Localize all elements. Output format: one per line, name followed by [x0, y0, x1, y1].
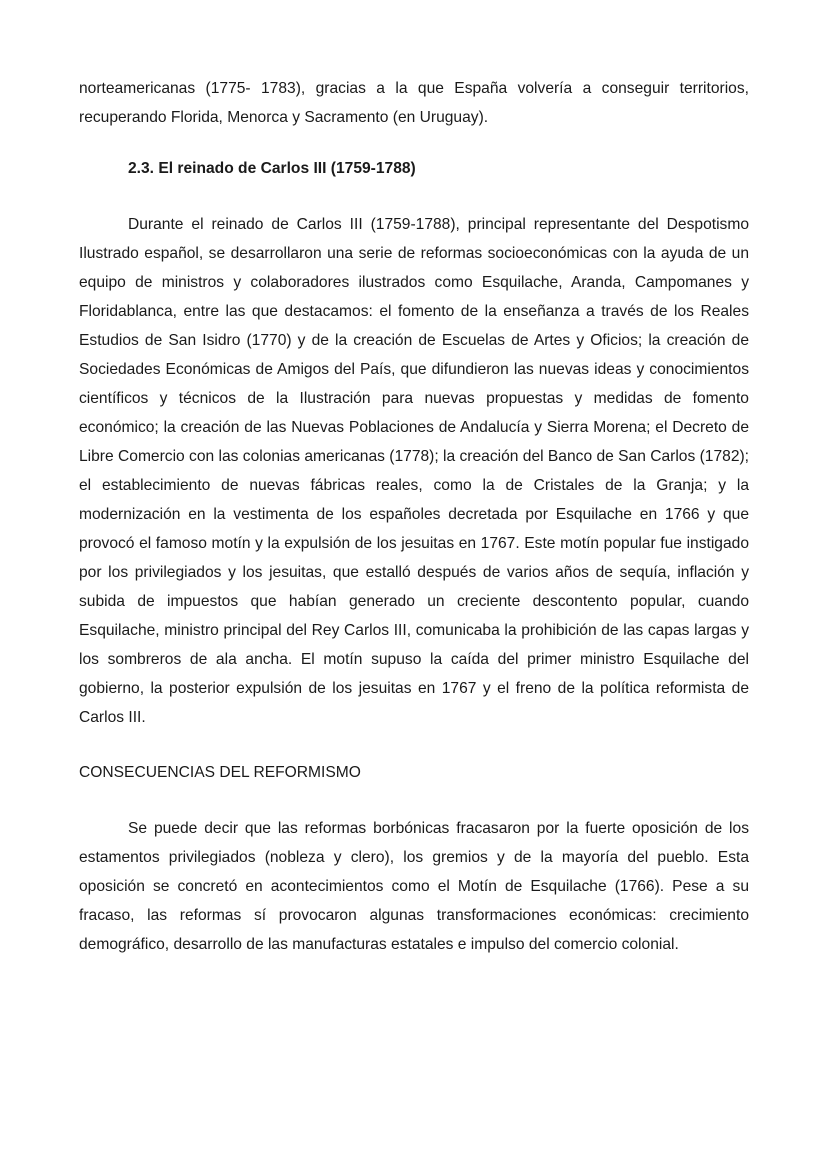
subheading-consecuencias: CONSECUENCIAS DEL REFORMISMO	[79, 764, 361, 781]
section-heading: 2.3. El reinado de Carlos III (1759-1788)	[128, 160, 416, 177]
document-page	[79, 74, 749, 959]
body-paragraph-consecuencias: Se puede decir que las reformas borbónicas fracasaron por la fuerte oposición de los estamentos privilegiados (nobleza y clero), los gremios y de la mayoría del pueblo. Esta oposición se concretó en acontecimientos como el Motín de Esquilache (1766). Pese a su fracaso, las reformas sí provocaron algunas transformaciones económicas: crecimiento demográfico, desarrollo de las manufacturas estatales e impulso del comercio colonial.	[79, 820, 749, 953]
continuation-paragraph: norteamericanas (1775- 1783), gracias a la que España volvería a conseguir territorios, recuperando Florida, Menorca y Sacramento (en Uruguay).	[79, 80, 749, 126]
body-paragraph-carlos-iii: Durante el reinado de Carlos III (1759-1788), principal representante del Despotismo Ilustrado español, se desarrollaron una serie de reformas socioeconómicas con la ayuda de un equipo de ministros y colaboradores ilustrados como Esquilache, Aranda, Campomanes y Floridablanca, entre las que destacamos: el fomento de la enseñanza a través de los Reales Estudios de San Isidro (1770) y de la creación de Escuelas de Artes y Oficios; la creación de Sociedades Económicas de Amigos del País, que difundieron las nuevas ideas y conocimientos científicos y técnicos de la Ilustración para nuevas propuestas y medidas de fomento económico; la creación de las Nuevas Poblaciones de Andalucía y Sierra Morena; el Decreto de Libre Comercio con las colonias americanas (1778); la creación del Banco de San Carlos (1782); el establecimiento de nuevas fábricas reales, como la de Cristales de la Granja; y la modernización en la vestimenta de los españoles decretada por Esquilache en 1766 y que provocó el famoso motín y la expulsión de los jesuitas en 1767. Este motín popular fue instigado por los privilegiados y los jesuitas, que estalló después de varios años de sequía, inflación y subida de impuestos que habían generado un creciente descontento popular, cuando Esquilache, ministro principal del Rey Carlos III, comunicaba la prohibición de las capas largas y los sombreros de ala ancha. El motín supuso la caída del primer ministro Esquilache del gobierno, la posterior expulsión de los jesuitas en 1767 y el freno de la política reformista de Carlos III.	[79, 216, 750, 726]
